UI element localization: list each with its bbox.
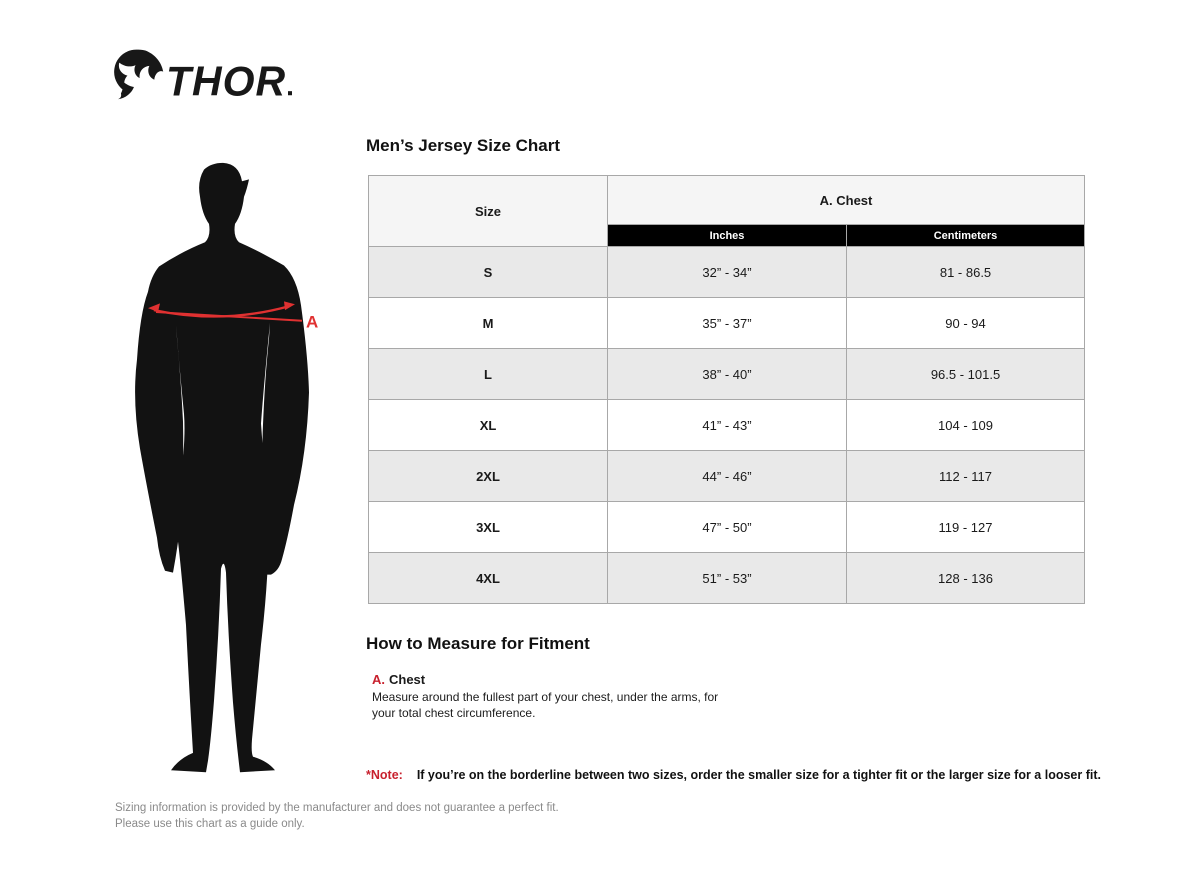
disclaimer-line2: Please use this chart as a guide only. (115, 818, 305, 831)
column-header-chest: A. Chest (608, 176, 1085, 225)
howto-title: How to Measure for Fitment (366, 634, 590, 653)
table-row-4xl (369, 553, 1085, 604)
size-cell: S (369, 247, 608, 298)
inches-cell: 35” - 37” (608, 298, 847, 349)
table-row-2xl (369, 451, 1085, 502)
brand-wordmark: THOR (166, 61, 292, 105)
column-header-size: Size (369, 176, 608, 247)
chest-annotation-letter: A (306, 312, 319, 332)
centimeters-cell: 81 - 86.5 (847, 247, 1085, 298)
note-label: *Note: (366, 768, 403, 782)
table-row-m (369, 298, 1085, 349)
brand-logo (112, 44, 292, 104)
size-chart-table (368, 175, 1085, 604)
size-cell: XL (369, 400, 608, 451)
inches-cell: 51” - 53” (608, 553, 847, 604)
measure-item-letter: A. (372, 672, 385, 687)
unit-header-centimeters: Centimeters (847, 225, 1085, 247)
centimeters-cell: 112 - 117 (847, 451, 1085, 502)
inches-cell: 32” - 34” (608, 247, 847, 298)
inches-cell: 38” - 40” (608, 349, 847, 400)
centimeters-cell: 128 - 136 (847, 553, 1085, 604)
note-text: If you’re on the borderline between two sizes, order the smaller size for a tighter fit or the larger size for a looser fit. (416, 768, 1101, 782)
measure-item-description: Measure around the fullest part of your chest, under the arms, for your total chest circumference. (372, 690, 719, 720)
table-row-3xl (369, 502, 1085, 553)
centimeters-cell: 96.5 - 101.5 (847, 349, 1085, 400)
unit-header-inches: Inches (608, 225, 847, 247)
table-row-s (369, 247, 1085, 298)
disclaimer-line1: Sizing information is provided by the manufacturer and does not guarantee a perfect fit. (115, 802, 559, 814)
centimeters-cell: 104 - 109 (847, 400, 1085, 451)
size-cell: 3XL (369, 502, 608, 553)
table-row-xl (369, 400, 1085, 451)
size-cell: L (369, 349, 608, 400)
table-row-l (369, 349, 1085, 400)
thor-ram-head-icon (112, 44, 164, 104)
sizing-note (366, 768, 1101, 782)
size-cell: 2XL (369, 451, 608, 502)
measure-item-name: Chest (389, 672, 426, 687)
size-cell: M (369, 298, 608, 349)
inches-cell: 44” - 46” (608, 451, 847, 502)
centimeters-cell: 90 - 94 (847, 298, 1085, 349)
inches-cell: 47” - 50” (608, 502, 847, 553)
measure-item-chest (372, 672, 425, 687)
disclaimer (115, 800, 559, 832)
size-chart-title: Men’s Jersey Size Chart (366, 136, 561, 155)
inches-cell: 41” - 43” (608, 400, 847, 451)
male-silhouette-figure (118, 158, 330, 778)
centimeters-cell: 119 - 127 (847, 502, 1085, 553)
size-cell: 4XL (369, 553, 608, 604)
